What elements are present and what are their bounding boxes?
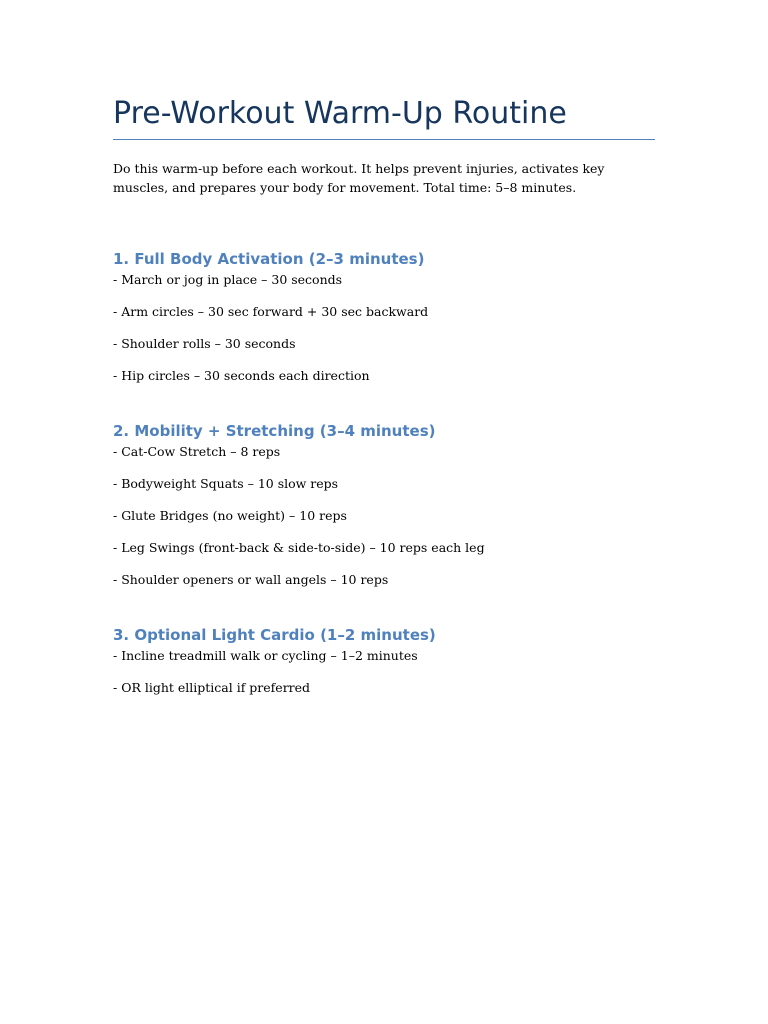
- title-underline: [113, 139, 655, 140]
- exercise-item: - Hip circles – 30 seconds each direction: [113, 368, 370, 383]
- exercise-item: - March or jog in place – 30 seconds: [113, 272, 343, 287]
- section-mobility-stretching: [113, 420, 655, 602]
- exercise-list: [113, 442, 655, 602]
- exercise-item: - Cat-Cow Stretch – 8 reps: [113, 444, 281, 459]
- section-heading: 3. Optional Light Cardio (1–2 minutes): [113, 626, 436, 644]
- section-optional-light-cardio: [113, 624, 655, 710]
- document-title: Pre-Workout Warm-Up Routine: [113, 96, 567, 131]
- exercise-item: - Bodyweight Squats – 10 slow reps: [113, 476, 339, 491]
- exercise-item: - Arm circles – 30 sec forward + 30 sec backward: [113, 304, 429, 319]
- exercise-item: - Shoulder rolls – 30 seconds: [113, 336, 296, 351]
- exercise-item: - Leg Swings (front-back & side-to-side) – 10 reps each leg: [113, 540, 485, 555]
- section-heading: 2. Mobility + Stretching (3–4 minutes): [113, 422, 436, 440]
- exercise-item: - Incline treadmill walk or cycling – 1–2 minutes: [113, 648, 418, 663]
- section-full-body-activation: [113, 248, 655, 398]
- exercise-list: [113, 270, 655, 398]
- exercise-item: - OR light elliptical if preferred: [113, 680, 311, 695]
- exercise-list: [113, 646, 655, 710]
- exercise-item: - Shoulder openers or wall angels – 10 reps: [113, 572, 389, 587]
- intro-paragraph: Do this warm-up before each workout. It helps prevent injuries, activates key muscles, and prepares your body for movement. Total time: 5–8 minutes.: [113, 161, 605, 195]
- section-heading: 1. Full Body Activation (2–3 minutes): [113, 250, 425, 268]
- exercise-item: - Glute Bridges (no weight) – 10 reps: [113, 508, 347, 523]
